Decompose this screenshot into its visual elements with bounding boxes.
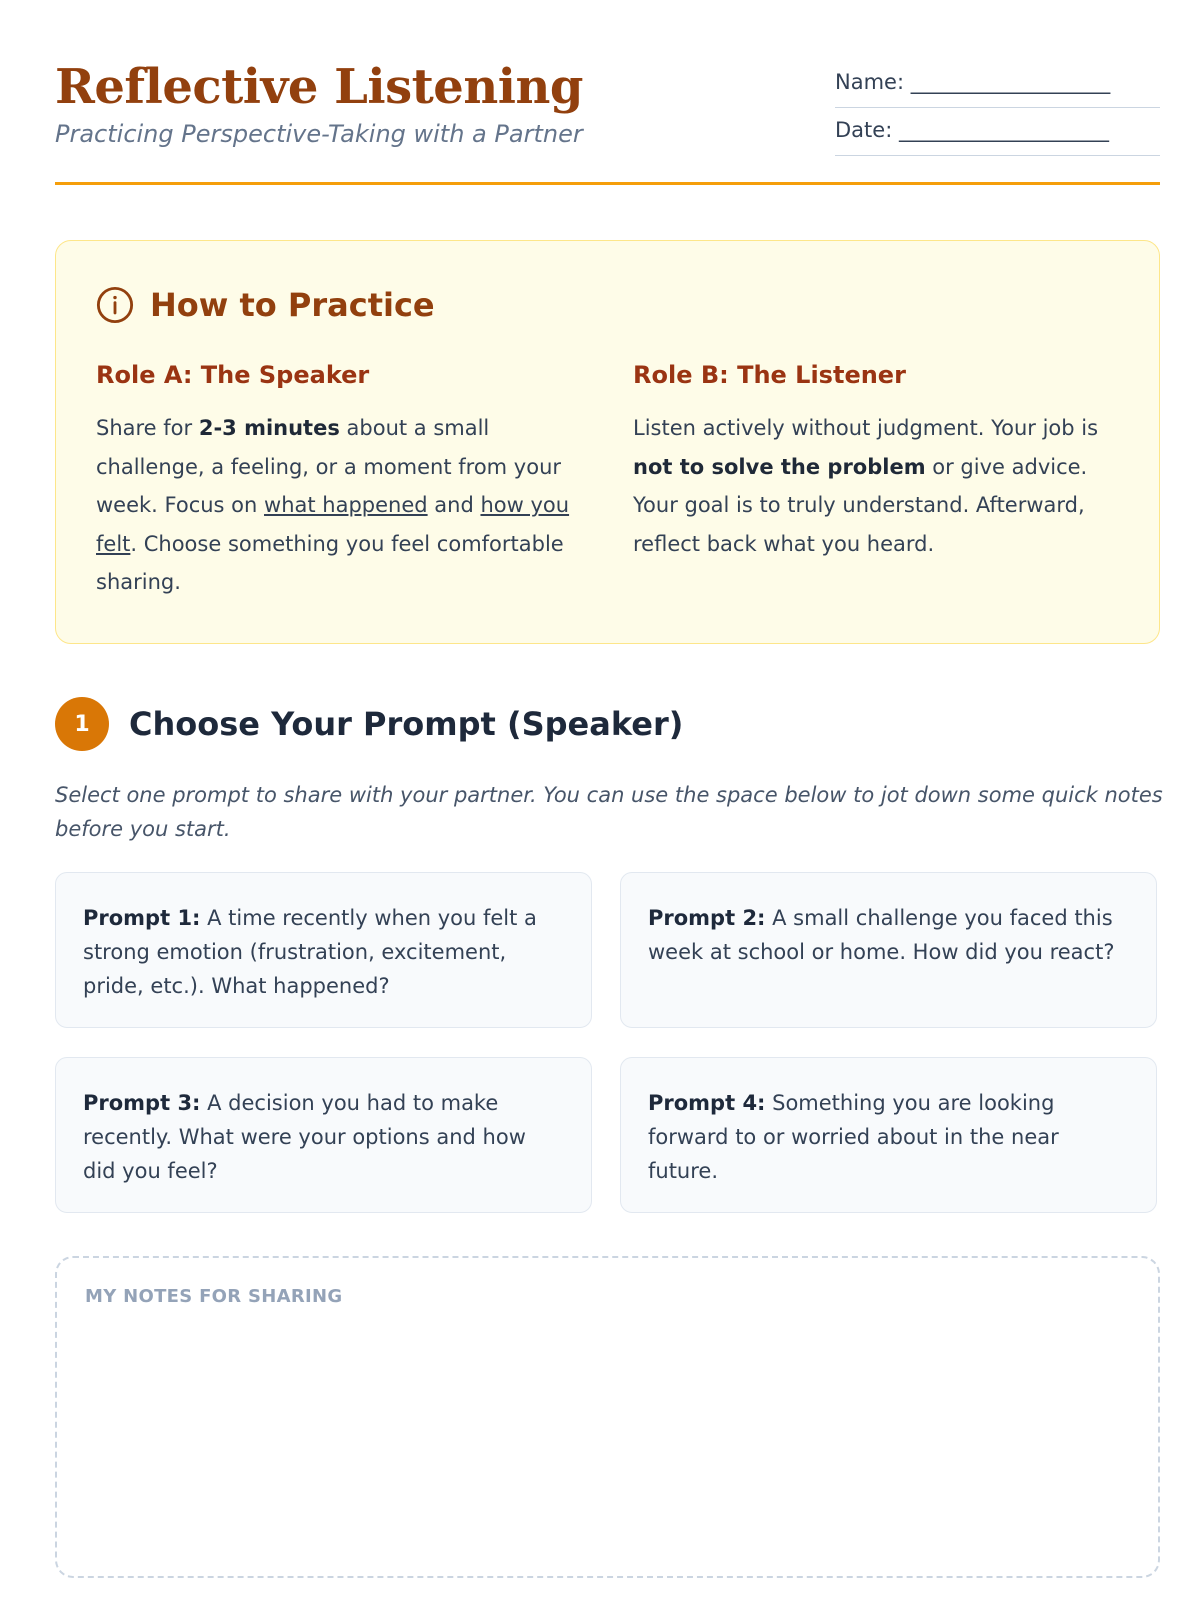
prompt-card-4[interactable] xyxy=(620,1057,1157,1213)
how-to-header xyxy=(96,285,435,325)
role-b-title: Role B: The Listener xyxy=(633,361,906,389)
section-instructions: Select one prompt to share with your partner. You can use the space below to jot down some quick notes before you start. xyxy=(55,783,1163,841)
page-title: Reflective Listening xyxy=(55,59,583,115)
section-1-heading xyxy=(55,697,683,751)
student-info xyxy=(835,60,1160,156)
info-icon xyxy=(96,286,134,324)
notes-label: MY NOTES FOR SHARING xyxy=(85,1286,343,1307)
notes-area[interactable] xyxy=(55,1256,1160,1578)
prompt-text: A small challenge you faced this week at school or home. How did you react? xyxy=(648,906,1115,964)
step-number-badge: 1 xyxy=(55,697,109,751)
page-subtitle: Practicing Perspective-Taking with a Partner xyxy=(55,120,583,148)
role-a-text: Share for 2-3 minutes about a small challenge, a feeling, or a moment from your week. Focus on what happened and how you felt. Choose something you feel comfortable sharing. xyxy=(96,416,570,594)
how-to-title: How to Practice xyxy=(150,286,435,324)
role-a-title: Role A: The Speaker xyxy=(96,361,370,389)
role-b-column xyxy=(633,359,1118,563)
prompt-label: Prompt 4: xyxy=(648,1091,766,1115)
worksheet-header xyxy=(55,55,1160,185)
how-to-practice-box xyxy=(55,240,1160,644)
prompt-card-3[interactable] xyxy=(55,1057,592,1213)
prompt-label: Prompt 1: xyxy=(83,906,201,930)
prompt-text: A decision you had to make recently. What were your options and how did you feel? xyxy=(83,1091,526,1183)
section-title: Choose Your Prompt (Speaker) xyxy=(129,705,684,743)
prompt-text: A time recently when you felt a strong emotion (frustration, excitement, pride, etc.). What happened? xyxy=(83,906,537,998)
prompt-label: Prompt 3: xyxy=(83,1091,201,1115)
prompt-card-1[interactable] xyxy=(55,872,592,1028)
role-a-column xyxy=(96,359,581,602)
role-b-text: Listen actively without judgment. Your job is not to solve the problem or give advice. Your goal is to truly understand. Afterward, reflect back what you heard. xyxy=(633,416,1099,556)
prompt-card-2[interactable] xyxy=(620,872,1157,1028)
name-field[interactable]: Name: ___________________ xyxy=(835,60,1160,108)
prompt-label: Prompt 2: xyxy=(648,906,766,930)
prompt-text: Something you are looking forward to or worried about in the near future. xyxy=(648,1091,1059,1183)
date-field[interactable]: Date: ____________________ xyxy=(835,108,1160,156)
